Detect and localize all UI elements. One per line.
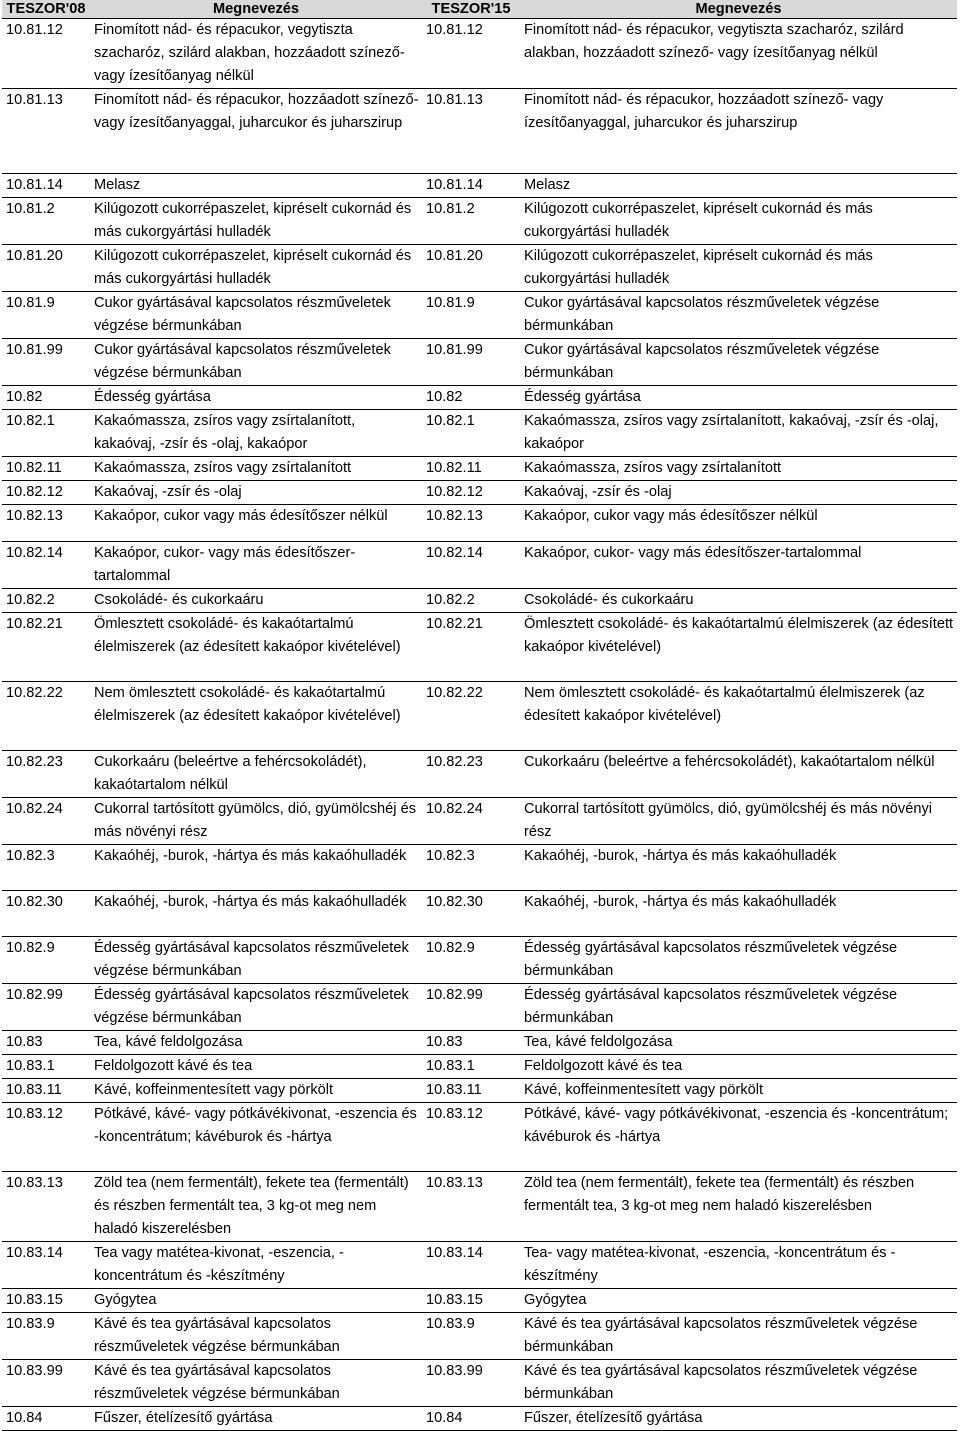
teszor15-name: Fűszer, ételízesítő gyártása (520, 1407, 957, 1431)
teszor15-name: Édesség gyártásával kapcsolatos részműveletek végzése bérmunkában (520, 937, 957, 984)
teszor08-code: 10.82.13 (2, 505, 90, 542)
teszor15-name: Kakaóvaj, -zsír és -olaj (520, 481, 957, 505)
teszor08-code: 10.82.21 (2, 613, 90, 682)
table-body (2, 19, 957, 1431)
teszor15-code: 10.82.13 (422, 505, 520, 542)
table-row (2, 798, 957, 845)
teszor15-name: Finomított nád- és répacukor, hozzáadott színező- vagy ízesítőanyaggal, juharcukor és juharszirup (520, 89, 957, 174)
teszor15-code: 10.82.1 (422, 410, 520, 457)
teszor15-name: Cukorral tartósított gyümölcs, dió, gyümölcshéj és más növényi rész (520, 798, 957, 845)
teszor15-name: Nem ömlesztett csokoládé- és kakaótartalmú élelmiszerek (az édesített kakaópor kivételével) (520, 682, 957, 751)
teszor15-code: 10.82.30 (422, 891, 520, 937)
teszor15-code: 10.83.99 (422, 1360, 520, 1407)
teszor15-name: Melasz (520, 174, 957, 198)
teszor15-name: Kakaómassza, zsíros vagy zsírtalanított, kakaóvaj, -zsír és -olaj, kakaópor (520, 410, 957, 457)
teszor15-name: Csokoládé- és cukorkaáru (520, 589, 957, 613)
teszor08-code: 10.81.14 (2, 174, 90, 198)
teszor08-code: 10.82.11 (2, 457, 90, 481)
teszor15-name: Kávé és tea gyártásával kapcsolatos részműveletek végzése bérmunkában (520, 1360, 957, 1407)
teszor-correspondence-document (2, 0, 957, 1431)
teszor08-code: 10.83.11 (2, 1079, 90, 1103)
teszor15-code: 10.81.20 (422, 245, 520, 292)
table-row (2, 682, 957, 751)
teszor15-code: 10.83.12 (422, 1103, 520, 1172)
teszor08-name: Fűszer, ételízesítő gyártása (90, 1407, 422, 1431)
teszor08-name: Kakaópor, cukor vagy más édesítőszer nélkül (90, 505, 422, 542)
teszor15-code: 10.82.24 (422, 798, 520, 845)
header-row (2, 0, 957, 19)
teszor08-code: 10.83.12 (2, 1103, 90, 1172)
teszor15-name: Kakaópor, cukor vagy más édesítőszer nélkül (520, 505, 957, 542)
table-row (2, 1313, 957, 1360)
teszor08-name: Kakaóhéj, -burok, -hártya és más kakaóhulladék (90, 845, 422, 891)
table-row (2, 1289, 957, 1313)
teszor15-code: 10.82 (422, 386, 520, 410)
teszor15-code: 10.81.99 (422, 339, 520, 386)
teszor15-name: Tea, kávé feldolgozása (520, 1031, 957, 1055)
teszor08-code: 10.82.30 (2, 891, 90, 937)
teszor15-code: 10.82.2 (422, 589, 520, 613)
teszor08-name: Cukorral tartósított gyümölcs, dió, gyümölcshéj és más növényi rész (90, 798, 422, 845)
teszor15-name: Cukorkaáru (beleértve a fehércsokoládét), kakaótartalom nélkül (520, 751, 957, 798)
table-row (2, 245, 957, 292)
teszor15-name: Édesség gyártásával kapcsolatos részműveletek végzése bérmunkában (520, 984, 957, 1031)
table-row (2, 505, 957, 542)
teszor-table (2, 0, 957, 1431)
teszor08-code: 10.81.2 (2, 198, 90, 245)
teszor15-code: 10.81.9 (422, 292, 520, 339)
teszor08-code: 10.82.1 (2, 410, 90, 457)
teszor08-name: Kávé, koffeinmentesített vagy pörkölt (90, 1079, 422, 1103)
table-row (2, 292, 957, 339)
teszor08-name: Kávé és tea gyártásával kapcsolatos részműveletek végzése bérmunkában (90, 1360, 422, 1407)
teszor08-name: Édesség gyártásával kapcsolatos részműveletek végzése bérmunkában (90, 984, 422, 1031)
teszor08-name: Kávé és tea gyártásával kapcsolatos részműveletek végzése bérmunkában (90, 1313, 422, 1360)
teszor08-name: Kilúgozott cukorrépaszelet, kipréselt cukornád és más cukorgyártási hulladék (90, 245, 422, 292)
teszor08-code: 10.83.99 (2, 1360, 90, 1407)
teszor08-name: Zöld tea (nem fermentált), fekete tea (fermentált) és részben fermentált tea, 3 kg-ot meg nem haladó kiszerelésben (90, 1172, 422, 1242)
teszor08-name: Kakaóhéj, -burok, -hártya és más kakaóhulladék (90, 891, 422, 937)
teszor08-name: Cukorkaáru (beleértve a fehércsokoládét), kakaótartalom nélkül (90, 751, 422, 798)
teszor15-name: Kilúgozott cukorrépaszelet, kipréselt cukornád és más cukorgyártási hulladék (520, 198, 957, 245)
teszor08-code: 10.83.1 (2, 1055, 90, 1079)
teszor15-code: 10.83.15 (422, 1289, 520, 1313)
teszor15-name: Kakaópor, cukor- vagy más édesítőszer-tartalommal (520, 542, 957, 589)
teszor15-code: 10.82.12 (422, 481, 520, 505)
teszor08-name: Kakaómassza, zsíros vagy zsírtalanított (90, 457, 422, 481)
teszor15-name: Feldolgozott kávé és tea (520, 1055, 957, 1079)
teszor15-code: 10.83 (422, 1031, 520, 1055)
table-row (2, 457, 957, 481)
teszor08-code: 10.83.9 (2, 1313, 90, 1360)
teszor08-code: 10.82.99 (2, 984, 90, 1031)
teszor15-name: Kakaóhéj, -burok, -hártya és más kakaóhulladék (520, 845, 957, 891)
teszor15-code: 10.82.23 (422, 751, 520, 798)
teszor15-code: 10.83.1 (422, 1055, 520, 1079)
teszor08-name: Melasz (90, 174, 422, 198)
teszor15-code: 10.83.9 (422, 1313, 520, 1360)
header-name08: Megnevezés (90, 0, 422, 19)
teszor15-name: Tea- vagy matétea-kivonat, -eszencia, -koncentrátum és -készítmény (520, 1242, 957, 1289)
teszor15-code: 10.82.21 (422, 613, 520, 682)
teszor15-name: Édesség gyártása (520, 386, 957, 410)
teszor08-name: Ömlesztett csokoládé- és kakaótartalmú élelmiszerek (az édesített kakaópor kivételével) (90, 613, 422, 682)
teszor08-name: Finomított nád- és répacukor, vegytiszta szacharóz, szilárd alakban, hozzáadott színező- vagy ízesítőanyag nélkül (90, 19, 422, 89)
teszor08-code: 10.82.12 (2, 481, 90, 505)
table-row (2, 174, 957, 198)
table-row (2, 1172, 957, 1242)
teszor15-code: 10.83.11 (422, 1079, 520, 1103)
table-row (2, 1103, 957, 1172)
header-name15: Megnevezés (520, 0, 957, 19)
teszor08-name: Kilúgozott cukorrépaszelet, kipréselt cukornád és más cukorgyártási hulladék (90, 198, 422, 245)
table-row (2, 613, 957, 682)
teszor08-name: Tea vagy matétea-kivonat, -eszencia, -koncentrátum és -készítmény (90, 1242, 422, 1289)
table-row (2, 1055, 957, 1079)
teszor15-name: Kakaómassza, zsíros vagy zsírtalanított (520, 457, 957, 481)
teszor08-code: 10.81.20 (2, 245, 90, 292)
teszor08-code: 10.83 (2, 1031, 90, 1055)
teszor08-name: Kakaómassza, zsíros vagy zsírtalanított, kakaóvaj, -zsír és -olaj, kakaópor (90, 410, 422, 457)
teszor08-code: 10.82.22 (2, 682, 90, 751)
teszor08-name: Pótkávé, kávé- vagy pótkávékivonat, -eszencia és -koncentrátum; kávéburok és -hártya (90, 1103, 422, 1172)
header-teszor15: TESZOR'15 (422, 0, 520, 19)
teszor15-code: 10.81.2 (422, 198, 520, 245)
table-row (2, 1360, 957, 1407)
table-row (2, 589, 957, 613)
teszor08-name: Nem ömlesztett csokoládé- és kakaótartalmú élelmiszerek (az édesített kakaópor kivételével) (90, 682, 422, 751)
teszor08-code: 10.82.2 (2, 589, 90, 613)
table-row (2, 339, 957, 386)
teszor08-code: 10.81.99 (2, 339, 90, 386)
teszor08-code: 10.81.12 (2, 19, 90, 89)
teszor15-name: Cukor gyártásával kapcsolatos részműveletek végzése bérmunkában (520, 339, 957, 386)
teszor08-code: 10.82.9 (2, 937, 90, 984)
table-row (2, 845, 957, 891)
teszor08-code: 10.81.9 (2, 292, 90, 339)
table-row (2, 386, 957, 410)
teszor15-code: 10.82.99 (422, 984, 520, 1031)
teszor15-code: 10.82.22 (422, 682, 520, 751)
teszor08-name: Kakaóvaj, -zsír és -olaj (90, 481, 422, 505)
table-row (2, 410, 957, 457)
teszor08-code: 10.82.3 (2, 845, 90, 891)
teszor15-code: 10.83.13 (422, 1172, 520, 1242)
teszor08-code: 10.83.15 (2, 1289, 90, 1313)
teszor15-code: 10.82.14 (422, 542, 520, 589)
teszor08-name: Cukor gyártásával kapcsolatos részműveletek végzése bérmunkában (90, 339, 422, 386)
teszor15-name: Kilúgozott cukorrépaszelet, kipréselt cukornád és más cukorgyártási hulladék (520, 245, 957, 292)
teszor15-code: 10.81.13 (422, 89, 520, 174)
teszor15-code: 10.81.12 (422, 19, 520, 89)
teszor15-name: Ömlesztett csokoládé- és kakaótartalmú élelmiszerek (az édesített kakaópor kivételével) (520, 613, 957, 682)
teszor15-code: 10.82.3 (422, 845, 520, 891)
teszor15-name: Pótkávé, kávé- vagy pótkávékivonat, -eszencia és -koncentrátum; kávéburok és -hártya (520, 1103, 957, 1172)
teszor15-code: 10.84 (422, 1407, 520, 1431)
teszor08-code: 10.82.23 (2, 751, 90, 798)
teszor15-code: 10.82.9 (422, 937, 520, 984)
teszor08-code: 10.83.14 (2, 1242, 90, 1289)
teszor08-name: Cukor gyártásával kapcsolatos részműveletek végzése bérmunkában (90, 292, 422, 339)
teszor08-name: Kakaópor, cukor- vagy más édesítőszer-tartalommal (90, 542, 422, 589)
teszor15-name: Finomított nád- és répacukor, vegytiszta szacharóz, szilárd alakban, hozzáadott színező- vagy ízesítőanyag nélkül (520, 19, 957, 89)
teszor08-name: Édesség gyártásával kapcsolatos részműveletek végzése bérmunkában (90, 937, 422, 984)
teszor08-code: 10.84 (2, 1407, 90, 1431)
teszor15-code: 10.83.14 (422, 1242, 520, 1289)
table-row (2, 1031, 957, 1055)
teszor15-name: Kávé és tea gyártásával kapcsolatos részműveletek végzése bérmunkában (520, 1313, 957, 1360)
teszor08-name: Tea, kávé feldolgozása (90, 1031, 422, 1055)
teszor08-name: Gyógytea (90, 1289, 422, 1313)
teszor15-name: Cukor gyártásával kapcsolatos részműveletek végzése bérmunkában (520, 292, 957, 339)
table-row (2, 198, 957, 245)
table-row (2, 937, 957, 984)
teszor15-code: 10.82.11 (422, 457, 520, 481)
header-teszor08: TESZOR'08 (2, 0, 90, 19)
teszor15-code: 10.81.14 (422, 174, 520, 198)
teszor15-name: Zöld tea (nem fermentált), fekete tea (fermentált) és részben fermentált tea, 3 kg-ot meg nem haladó kiszerelésben (520, 1172, 957, 1242)
table-row (2, 1079, 957, 1103)
teszor15-name: Kakaóhéj, -burok, -hártya és más kakaóhulladék (520, 891, 957, 937)
table-row (2, 1407, 957, 1431)
table-row (2, 751, 957, 798)
teszor08-code: 10.81.13 (2, 89, 90, 174)
teszor15-name: Gyógytea (520, 1289, 957, 1313)
teszor08-name: Feldolgozott kávé és tea (90, 1055, 422, 1079)
teszor08-name: Csokoládé- és cukorkaáru (90, 589, 422, 613)
teszor08-code: 10.82 (2, 386, 90, 410)
teszor08-code: 10.83.13 (2, 1172, 90, 1242)
teszor08-name: Finomított nád- és répacukor, hozzáadott színező- vagy ízesítőanyaggal, juharcukor és juharszirup (90, 89, 422, 174)
table-row (2, 481, 957, 505)
table-row (2, 984, 957, 1031)
teszor15-name: Kávé, koffeinmentesített vagy pörkölt (520, 1079, 957, 1103)
table-row (2, 891, 957, 937)
table-row (2, 89, 957, 174)
teszor08-name: Édesség gyártása (90, 386, 422, 410)
table-row (2, 1242, 957, 1289)
teszor08-code: 10.82.14 (2, 542, 90, 589)
teszor08-code: 10.82.24 (2, 798, 90, 845)
table-row (2, 542, 957, 589)
table-row (2, 19, 957, 89)
